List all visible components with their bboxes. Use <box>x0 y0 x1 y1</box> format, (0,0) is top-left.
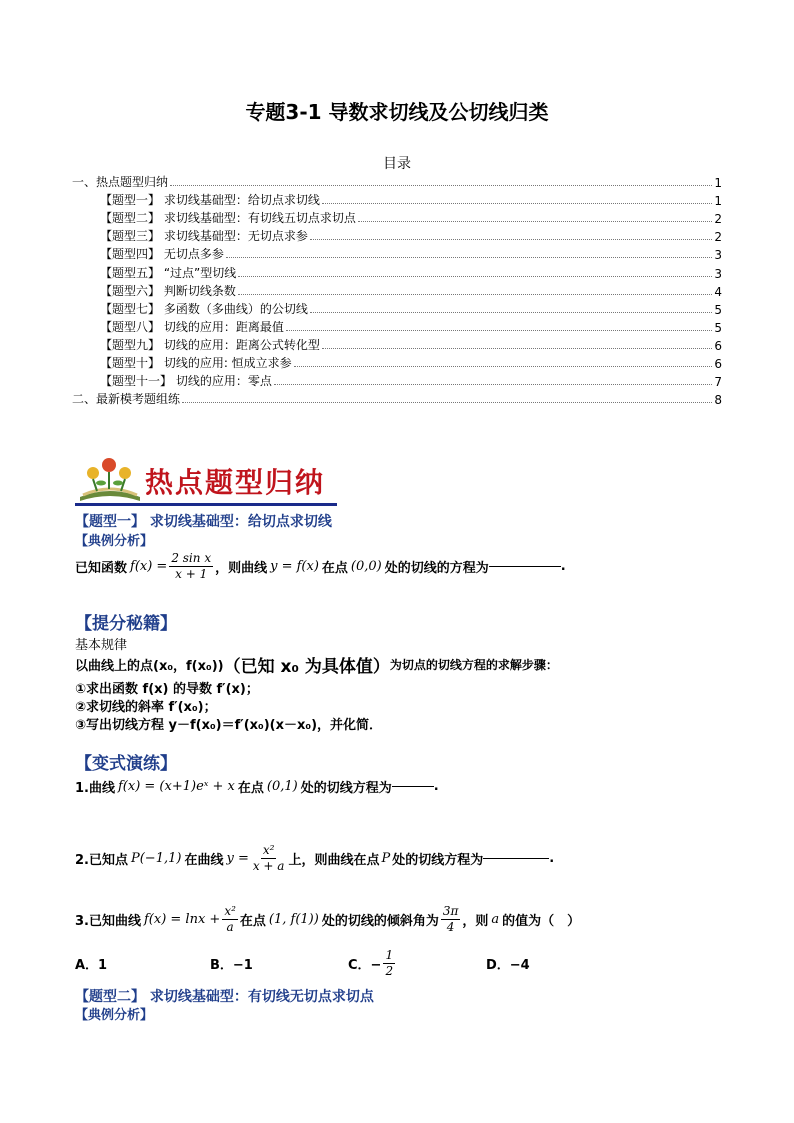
rule-intro-c: 为切点的切线方程的求解步骤： <box>389 657 558 672</box>
option-b: B．−1 <box>210 957 253 973</box>
toc-entry[interactable] <box>100 244 722 262</box>
toc-leader-dots <box>238 294 713 295</box>
toc-entry-page: 2 <box>714 212 722 227</box>
example-suffix: 处的切线的方程为 <box>384 560 489 576</box>
toc-entry-page: 6 <box>714 357 722 371</box>
example-point-prefix: 在点 <box>321 560 348 576</box>
example-prefix: 已知函数 <box>75 560 128 576</box>
step-1: ①求出函数 f(x) 的导数 f′(x)； <box>75 682 259 697</box>
q2-num: x² <box>262 842 275 857</box>
q2-p: P <box>381 850 391 866</box>
q3-expr: f(x) = lnx + <box>143 911 221 927</box>
rule-intro-b: （已知 x₀ 为具体值） <box>223 656 390 677</box>
q1-c: 处的切线方程为 <box>300 780 392 796</box>
toc-entry-page: 1 <box>714 176 722 190</box>
toc-leader-dots <box>358 221 713 222</box>
example-label: 【典例分析】 <box>75 534 154 549</box>
toc-entry-label: 【题型二】 求切线基础型：有切线五切点求切点 <box>100 211 356 226</box>
example-mid: ，则曲线 <box>215 560 268 576</box>
q2-d: 处的切线方程为 <box>392 852 484 868</box>
toc-entry-page: 5 <box>714 320 722 335</box>
option-d: D．−4 <box>486 957 530 973</box>
rule-intro <box>75 652 558 676</box>
toc-leader-dots <box>238 276 712 277</box>
toc-entry-label: 【题型十一】 切线的应用：零点 <box>100 374 272 389</box>
toc-entry-label: 【题型五】 “过点”型切线 <box>100 265 237 280</box>
q3-var: a <box>491 911 500 927</box>
question-2 <box>75 838 554 878</box>
toc-entry-page: 1 <box>714 194 722 209</box>
option-c-num: 1 <box>385 947 394 962</box>
toc-entry[interactable] <box>100 281 722 299</box>
toc-leader-dots <box>322 203 713 204</box>
toc-entry-label: 【题型四】 无切点多参 <box>100 247 224 262</box>
example-frac-num: 2 sin x <box>171 550 212 565</box>
toc-entry[interactable] <box>100 299 722 317</box>
toc-entry-label: 【题型三】 求切线基础型：无切点求参 <box>100 229 308 244</box>
q3-d: ，则 <box>462 913 489 929</box>
toc-entry-page: 3 <box>714 266 722 281</box>
q1-blank <box>392 786 434 787</box>
option-c <box>348 944 397 982</box>
toc-leader-dots <box>310 312 713 313</box>
toc-heading: 目录 <box>383 156 411 172</box>
toc-leader-dots <box>322 348 713 349</box>
type2-heading: 【题型二】 求切线基础型：有切线无切点求切点 <box>75 989 374 1005</box>
q3-e: 的值为（ ） <box>502 913 581 929</box>
q3-num: x² <box>224 903 236 918</box>
toc-entry[interactable] <box>100 226 722 244</box>
q3-fraction <box>222 904 238 935</box>
q1-expr: f(x) = (x+1)eˣ + x <box>117 778 235 794</box>
toc-entry-label: 【题型八】 切线的应用：距离最值 <box>100 319 284 334</box>
document-title: 专题3-1 导数求切线及公切线归类 <box>245 100 549 124</box>
example-label-2: 【典例分析】 <box>75 1008 154 1023</box>
toc-entry-label: 【题型九】 切线的应用：距离公式转化型 <box>100 337 320 352</box>
toc-entry[interactable] <box>100 208 722 226</box>
type1-heading: 【题型一】 求切线基础型：给切点求切线 <box>75 514 332 530</box>
toc-leader-dots <box>226 257 713 258</box>
toc-entry-label: 【题型七】 多函数（多曲线）的公切线 <box>100 301 308 316</box>
toc-entry[interactable] <box>100 317 722 335</box>
banner-underline <box>75 503 337 506</box>
example-point: (0,0) <box>350 558 382 574</box>
q3-point: (1, f(1)) <box>268 911 319 927</box>
toc-entry-page: 8 <box>714 393 722 408</box>
basic-rule-label: 基本规律 <box>75 638 128 653</box>
option-a: A．1 <box>75 957 108 973</box>
toc-leader-dots <box>274 384 713 385</box>
toc-entry[interactable] <box>72 172 722 190</box>
question-3 <box>75 899 580 939</box>
q3-angle-num: 3π <box>442 903 459 918</box>
q3-angle <box>441 904 461 935</box>
toc-entry[interactable] <box>100 263 722 281</box>
toc-leader-dots <box>182 402 712 403</box>
toc-entry-page: 2 <box>714 230 722 245</box>
example-fx: f(x) = <box>130 558 168 574</box>
question-1 <box>75 775 439 797</box>
step-3: ③写出切线方程 y－f(x₀)＝f′(x₀)(x－x₀)，并化简． <box>75 718 383 733</box>
toc-leader-dots <box>170 185 712 186</box>
section-banner <box>75 455 340 511</box>
option-c-fraction <box>383 948 395 979</box>
q3-den: a <box>226 919 234 934</box>
example-fraction <box>169 551 213 582</box>
toc-entry[interactable] <box>100 335 722 353</box>
book-flower-icon <box>75 455 145 505</box>
q1-end: . <box>433 778 439 794</box>
q2-point: P(−1,1) <box>130 850 182 866</box>
example-curve: y = f(x) <box>270 558 319 574</box>
toc-entry-page: 3 <box>714 248 722 263</box>
option-c-den: 2 <box>385 963 394 978</box>
toc-entry-label: 【题型十】 切线的应用: 恒成立求参 <box>100 356 292 370</box>
toc-entry-label: 【题型六】 判断切线条数 <box>100 283 236 298</box>
toc-entry[interactable] <box>100 371 722 389</box>
practice-heading: 【变式演练】 <box>75 754 177 774</box>
q3-c: 处的切线的倾斜角为 <box>321 913 439 929</box>
q1-b: 在点 <box>237 780 264 796</box>
option-c-label: C．− <box>348 957 382 973</box>
q2-c: 上，则曲线在点 <box>288 852 380 868</box>
q2-a: 2.已知点 <box>75 852 128 868</box>
example-problem <box>75 546 566 586</box>
q3-a: 3.已知曲线 <box>75 913 141 929</box>
toc-entry-page: 5 <box>714 302 722 317</box>
example-frac-den: x + 1 <box>175 566 208 581</box>
q3-b: 在点 <box>239 913 266 929</box>
step-2: ②求切线的斜率 f′(x₀)； <box>75 700 217 715</box>
toc-leader-dots <box>310 239 713 240</box>
toc-entry-label: 【题型一】 求切线基础型：给切点求切线 <box>100 193 320 208</box>
q2-y: y = <box>226 850 249 866</box>
example-end: . <box>560 558 566 574</box>
toc-entry-label: 一、热点题型归纳 <box>72 175 169 189</box>
answer-blank <box>489 566 561 567</box>
toc-entry-page: 6 <box>714 338 722 353</box>
tips-heading: 【提分秘籍】 <box>75 614 177 634</box>
q2-end: . <box>549 850 555 866</box>
q1-point: (0,1) <box>266 778 298 794</box>
q2-blank <box>483 858 549 859</box>
toc-entry[interactable] <box>72 389 722 407</box>
q2-fraction <box>251 843 287 874</box>
toc-entry[interactable] <box>100 353 722 371</box>
toc-entry-page: 7 <box>714 375 722 390</box>
q1-a: 1.曲线 <box>75 780 115 796</box>
banner-title: 热点题型归纳 <box>145 466 326 499</box>
toc-entry[interactable] <box>100 190 722 208</box>
q3-angle-den: 4 <box>446 919 455 934</box>
q2-den: x + a <box>252 858 285 873</box>
toc-leader-dots <box>286 330 713 331</box>
toc-entry-page: 4 <box>714 284 722 299</box>
toc-leader-dots <box>294 366 713 367</box>
rule-intro-a: 以曲线上的点(x₀，f(x₀)) <box>75 658 224 674</box>
toc-entry-label: 二、最新模考题组练 <box>72 392 181 407</box>
q2-b: 在曲线 <box>184 852 224 868</box>
